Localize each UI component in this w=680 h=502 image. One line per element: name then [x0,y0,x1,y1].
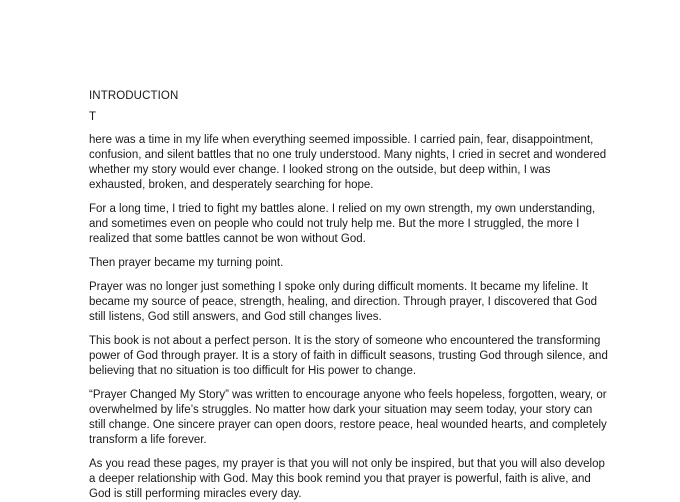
paragraph: As you read these pages, my prayer is that you will not only be inspired, but that you will also develop a deeper relationship with God. May this book remind you that prayer is powerful, faith is alive, and God is still performing miracles every day. [89,458,605,500]
document-body [89,89,609,502]
paragraph: This book is not about a perfect person. It is the story of someone who encountered the transforming power of God through prayer. It is a story of faith in difficult seasons, trusting God through silence, and believing that no situation is too difficult for His power to change. [89,335,608,377]
paragraph: Prayer was no longer just something I spoke only during difficult moments. It became my lifeline. It became my source of peace, strength, healing, and direction. Through prayer, I discovered that God still listens, God still answers, and God still changes lives. [89,281,597,323]
drop-letter: T [89,111,97,123]
paragraph: “Prayer Changed My Story” was written to encourage anyone who feels hopeless, forgotten, weary, or overwhelmed by life’s struggles. No matter how dark your situation may seem today, your story can still change. One sincere prayer can open doors, restore peace, heal wounded hearts, and completely transform a life forever. [89,389,607,446]
section-heading: INTRODUCTION [89,90,179,102]
paragraph: here was a time in my life when everything seemed impossible. I carried pain, fear, disappointment, confusion, and silent battles that no one truly understood. Many nights, I cried in secret and wondered whether my story would ever change. I looked strong on the outside, but deep within, I was exhausted, broken, and desperately searching for hope. [89,134,607,191]
paragraph: Then prayer became my turning point. [89,257,284,269]
paragraph: For a long time, I tried to fight my battles alone. I relied on my own strength, my own understanding, and sometimes even on people who could not truly help me. But the more I struggled, the more I realized that some battles cannot be won without God. [89,203,596,245]
